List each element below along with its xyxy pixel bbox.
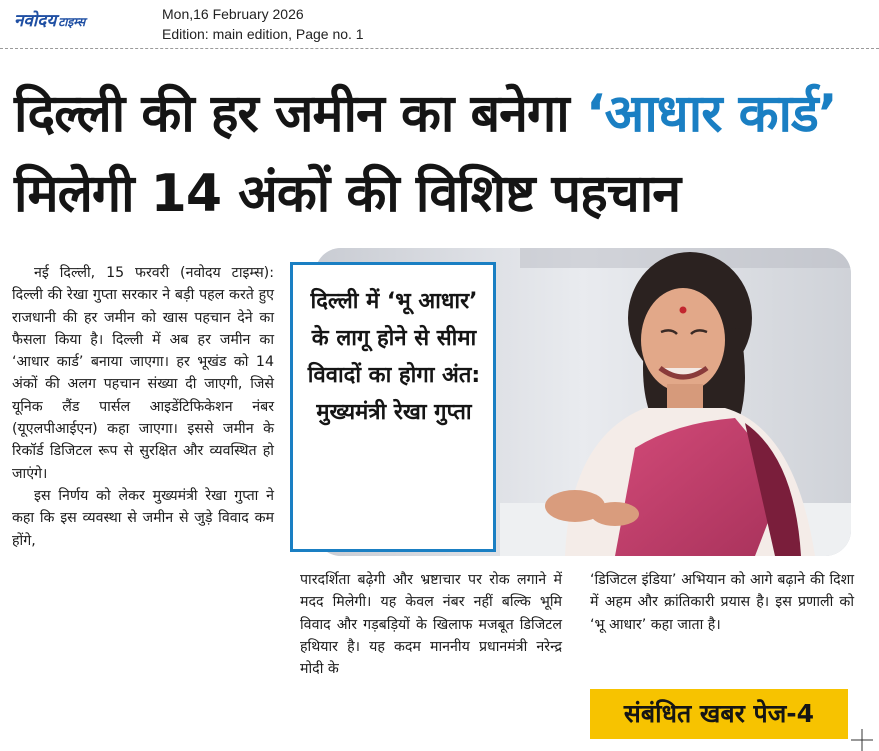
headline-line-2: मिलेगी 14 अंकों की विशिष्ट पहचान — [14, 164, 681, 224]
pull-quote: दिल्ली में ‘भू आधार’ के लागू होने से सीमा विवादों का होगा अंत: मुख्यमंत्री रेखा गुप्ता — [290, 262, 496, 552]
headline-line-1-text: दिल्ली की हर जमीन का बनेगा — [14, 84, 586, 144]
article-column-2 — [300, 569, 562, 680]
article-paragraph: इस निर्णय को लेकर मुख्यमंत्री रेखा गुप्ता ने कहा कि इस व्यवस्था से जमीन से जुड़े विवाद कम होंगे, — [12, 487, 274, 549]
headline-accent: ‘आधार कार्ड’ — [585, 84, 837, 144]
edition-info: Edition: main edition, Page no. 1 — [162, 26, 364, 42]
article-paragraph: पारदर्शिता बढ़ेगी और भ्रष्टाचार पर रोक लगाने में मदद मिलेगी। यह केवल नंबर नहीं बल्कि भूमि विवाद और गड़बड़ियों के खिलाफ मजबूत डिजिटल हथियार है। यह कदम माननीय प्रधानमंत्री नरेन्द्र मोदी के — [300, 572, 562, 678]
crosshair-cursor-icon — [851, 729, 873, 751]
logo-sub-text: टाइम्स — [58, 15, 86, 29]
article-paragraph: नई दिल्ली, 15 फरवरी (नवोदय टाइम्स): दिल्ली की रेखा गुप्ता सरकार ने बड़ी पहल करते हुए राजधानी की हर जमीन को खास पहचान देने का फैसला किया है। दिल्ली में अब हर जमीन का ‘आधार कार्ड’ बनाया जाएगा। हर भूखंड को 14 अंकों की अलग पहचान संख्या दी जाएगी, जिसे यूनिक लैंड पार्सल आइडेंटिफिकेशन नंबर (यूएलपीआईएन) कहा जाएगा। इससे जमीन के रिकॉर्ड डिजिटल रूप से सुरक्षित और व्यवस्थित हो जाएंगे। — [12, 265, 274, 482]
edition-date: Mon,16 February 2026 — [162, 6, 304, 22]
logo-main-text: नवोदय — [14, 11, 57, 31]
headline-line-1 — [14, 74, 874, 154]
article-paragraph: ‘डिजिटल इंडिया’ अभियान को आगे बढ़ाने की दिशा में अहम और क्रांतिकारी प्रयास है। इस प्रणाली को ‘भू आधार’ कहा जाता है। — [590, 572, 854, 633]
related-news-banner[interactable]: संबंधित खबर पेज-4 — [590, 689, 848, 739]
header-divider — [0, 48, 879, 49]
article-column-1 — [12, 262, 274, 552]
edition-meta — [162, 4, 364, 44]
article-column-3 — [590, 569, 854, 636]
newspaper-logo[interactable] — [14, 8, 85, 31]
masthead — [0, 0, 879, 48]
headline — [14, 74, 874, 234]
